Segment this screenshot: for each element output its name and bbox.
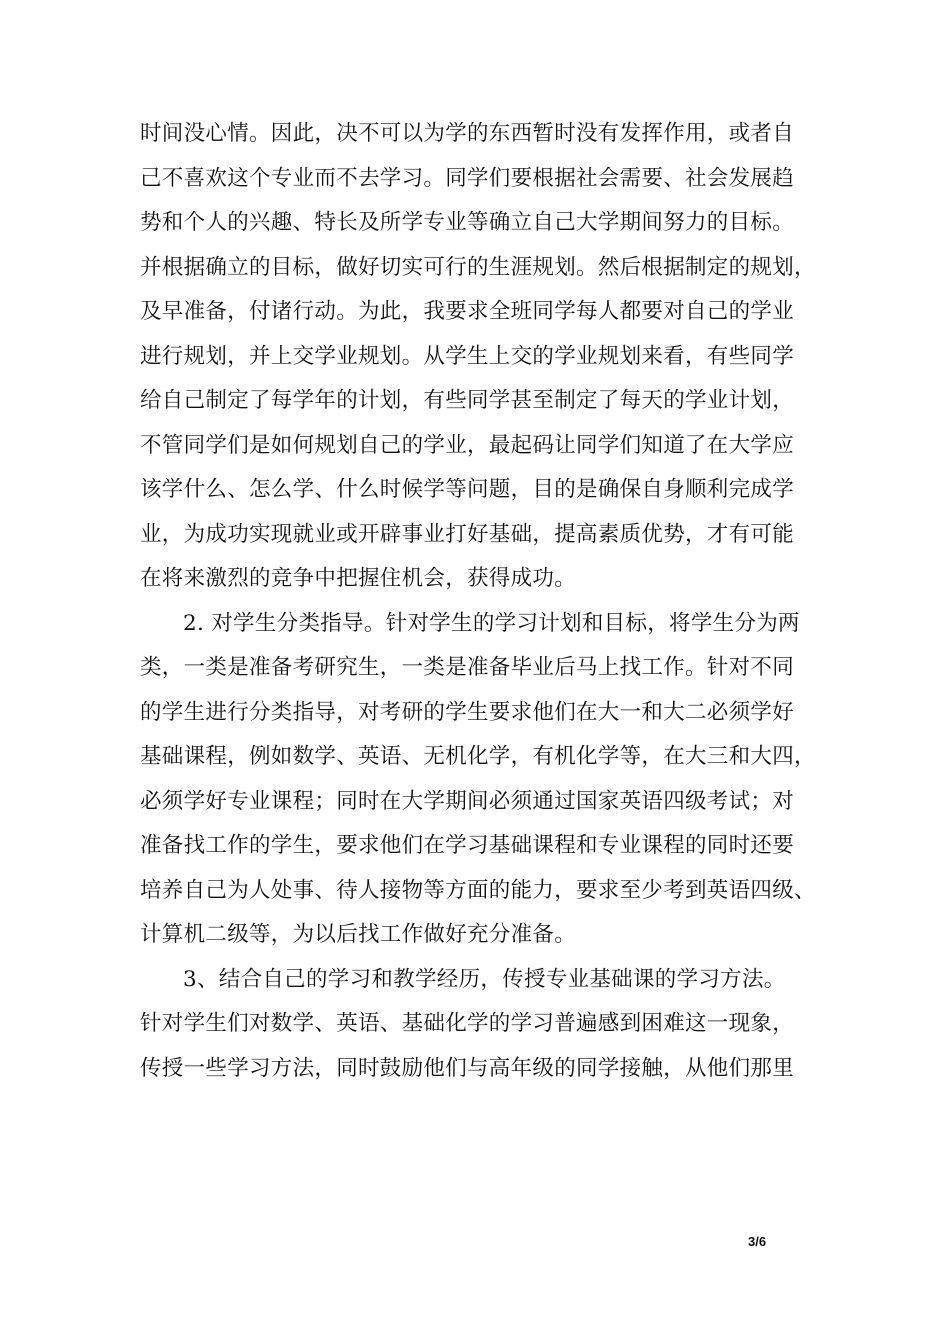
text-line: 势和个人的兴趣、特长及所学专业等确立自己大学期间努力的目标。 — [140, 210, 795, 235]
text-line: 进行规划，并上交学业规划。从学生上交的学业规划来看，有些同学 — [140, 343, 795, 369]
body-text — [140, 112, 820, 1091]
page-number: 3/6 — [748, 1234, 767, 1249]
text-line: 类，一类是准备考研究生，一类是准备毕业后马上找工作。针对不同 — [140, 655, 795, 680]
text-line: 己不喜欢这个专业而不去学习。同学们要根据社会需要、社会发展趋 — [140, 165, 795, 191]
text-line: 及早准备，付诸行动。为此，我要求全班同学每人都要对自己的学业 — [140, 299, 795, 324]
text-line: 在将来激烈的竞争中把握住机会，获得成功。 — [140, 566, 577, 591]
text-line: 并根据确立的目标，做好切实可行的生涯规划。然后根据制定的规划， — [140, 254, 816, 280]
paragraph-3-start: 3、结合自己的学习和教学经历，传授专业基础课的学习方法。 — [183, 966, 786, 992]
text-line: 必须学好专业课程；同时在大学期间必须通过国家英语四级考试；对 — [140, 788, 795, 814]
text-line: 计算机二级等，为以后找工作做好充分准备。 — [140, 922, 577, 947]
text-line: 时间没心情。因此，决不可以为学的东西暂时没有发挥作用，或者自 — [140, 121, 795, 146]
text-line: 业，为成功实现就业或开辟事业打好基础，提高素质优势，才有可能 — [140, 521, 795, 547]
text-line: 针对学生们对数学、英语、基础化学的学习普遍感到困难这一现象， — [140, 1011, 795, 1036]
text-line: 该学什么、怎么学、什么时候学等问题，目的是确保自身顺利完成学 — [140, 477, 795, 502]
text-line: 传授一些学习方法，同时鼓励他们与高年级的同学接触，从他们那里 — [140, 1055, 795, 1081]
text-line: 给自己制定了每学年的计划，有些同学甚至制定了每天的学业计划， — [140, 388, 795, 413]
text-line: 准备找工作的学生，要求他们在学习基础课程和专业课程的同时还要 — [140, 833, 795, 858]
text-line: 的学生进行分类指导，对考研的学生要求他们在大一和大二必须学好 — [140, 699, 795, 725]
text-line: 培养自己为人处事、待人接物等方面的能力，要求至少考到英语四级、 — [140, 877, 816, 903]
paragraph-2-start: 2. 对学生分类指导。针对学生的学习计划和目标，将学生分为两 — [183, 610, 800, 636]
text-line: 不管同学们是如何规划自己的学业，最起码让同学们知道了在大学应 — [140, 432, 795, 458]
text-line: 基础课程，例如数学、英语、无机化学，有机化学等，在大三和大四， — [140, 744, 816, 769]
